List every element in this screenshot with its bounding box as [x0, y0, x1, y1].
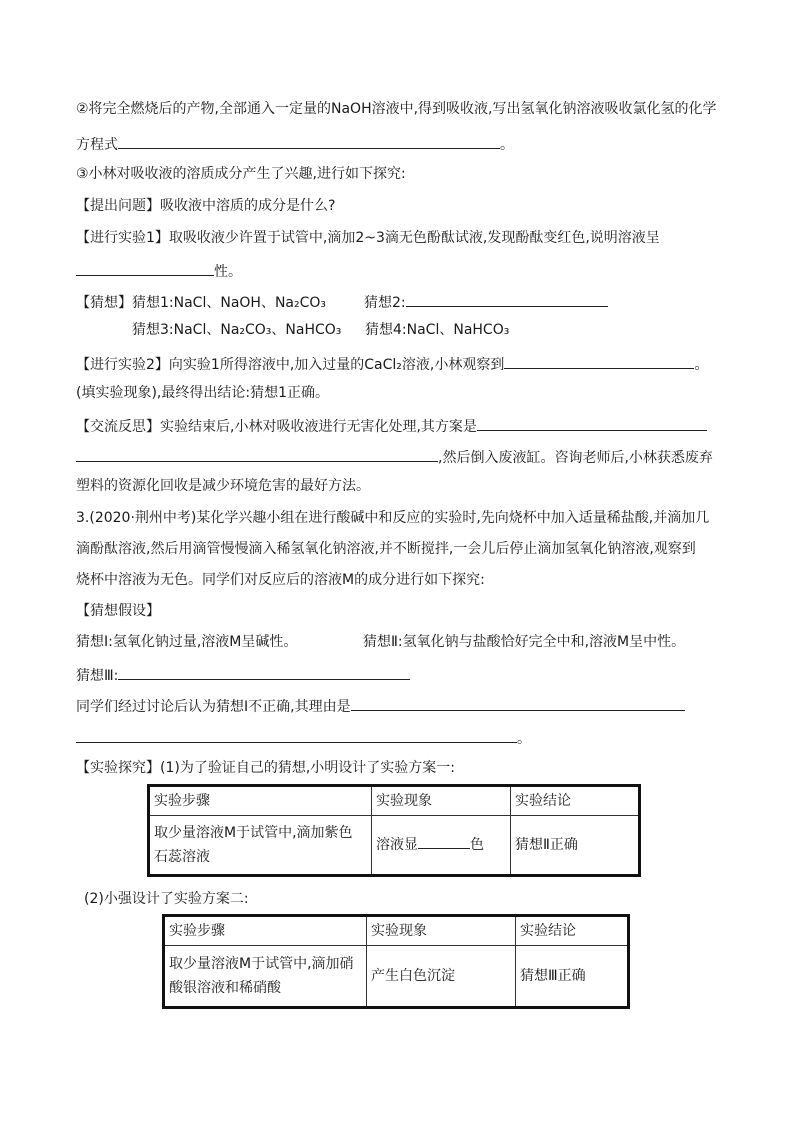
phenomenon-suffix: 色 — [470, 837, 484, 853]
equation-blank[interactable] — [118, 132, 500, 149]
table-phenomenon-cell — [372, 816, 511, 876]
experiment2-text — [76, 352, 708, 375]
experiment1-text: 【进行实验1】取吸收液少许置于试管中,滴加2~3滴无色酚酞试液,发现酚酞变红色,说明溶液呈 — [76, 230, 660, 246]
table-conclusion-cell: 猜想Ⅲ正确 — [516, 946, 629, 1008]
experiment2-suffix: 。 — [694, 357, 709, 373]
guess4-text: 猜想4:NaCl、NaHCO₃ — [365, 322, 510, 338]
hypothesis-heading: 【猜想假设】 — [76, 603, 160, 619]
reflection-line3: 塑料的资源化回收是减少环境危害的最好方法。 — [76, 478, 370, 494]
reason-line — [76, 694, 685, 717]
experiment2-blank[interactable] — [504, 352, 694, 369]
exploration-heading: 【实验探究】(1)为了验证自己的猜想,小明设计了实验方案一: — [76, 760, 455, 776]
table-header: 实验步骤 — [149, 786, 372, 816]
step-line1: 取少量溶液M于试管中,滴加硝 — [169, 956, 354, 972]
reflection-line2 — [76, 445, 713, 468]
solution-property-blank[interactable] — [76, 259, 214, 276]
guess3-text: 猜想3:NaCl、Na₂CO₃、NaHCO₃ — [132, 322, 342, 338]
experiment-table-2 — [162, 914, 630, 1009]
step-line2: 酸银溶液和稀硝酸 — [169, 980, 281, 996]
experiment-table-1 — [147, 784, 641, 877]
guess-line2 — [132, 320, 509, 340]
q2-text-line2 — [76, 132, 514, 155]
hypothesis3-label: 猜想Ⅲ: — [76, 668, 119, 684]
table-conclusion-cell: 猜想Ⅱ正确 — [511, 816, 640, 876]
step-line1: 取少量溶液M于试管中,滴加紫色 — [154, 825, 353, 841]
guess2-blank[interactable] — [406, 290, 608, 307]
guess-line1 — [76, 290, 608, 313]
reflection-label: 【交流反思】实验结束后,小林对吸收液进行无害化处理,其方案是 — [76, 419, 477, 435]
hypothesis-line — [76, 632, 685, 652]
q3-line2: 滴酚酞溶液,然后用滴管慢慢滴入稀氢氧化钠溶液,并不断搅拌,一会儿后停止滴加氢氧化钠溶液,观察到 — [76, 541, 696, 557]
step-line2: 石蕊溶液 — [154, 849, 210, 865]
question-raised: 【提出问题】吸收液中溶质的成分是什么? — [76, 198, 336, 214]
experiment2-label: 【进行实验2】向实验1所得溶液中,加入过量的CaCl₂溶液,小林观察到 — [76, 357, 505, 373]
table-header: 实验结论 — [511, 786, 640, 816]
table-header-row — [149, 786, 640, 816]
equation-prefix: 方程式 — [76, 137, 118, 153]
table-row — [149, 816, 640, 876]
reason-blank1[interactable] — [351, 694, 685, 711]
q3-intro: ③小林对吸收液的溶质成分产生了兴趣,进行如下探究: — [76, 166, 406, 182]
q3-line1: 3.(2020·荆州中考)某化学兴趣小组在进行酸碱中和反应的实验时,先向烧杯中加入适量稀盐酸,并滴加几 — [76, 510, 710, 526]
reason-blank2[interactable] — [76, 726, 517, 743]
q3-line3: 烧杯中溶液为无色。同学们对反应后的溶液M的成分进行如下探究: — [76, 572, 485, 588]
color-blank[interactable] — [418, 834, 470, 849]
table-header: 实验步骤 — [164, 916, 367, 946]
hypothesis3-line — [76, 663, 410, 686]
hypothesis1: 猜想Ⅰ:氢氧化钠过量,溶液M呈碱性。 — [76, 634, 298, 650]
reason-line2 — [76, 726, 531, 749]
table-row — [164, 946, 629, 1008]
guess1-text: 【猜想】猜想1:NaCl、NaOH、Na₂CO₃ — [76, 295, 327, 311]
equation-suffix: 。 — [500, 137, 514, 153]
table-header: 实验现象 — [367, 916, 516, 946]
property-suffix: 性。 — [214, 264, 242, 280]
table-step-cell — [149, 816, 372, 876]
table-phenomenon-cell: 产生白色沉淀 — [367, 946, 516, 1008]
phenomenon-prefix: 溶液显 — [376, 837, 418, 853]
q2-text-line1: ②将完全燃烧后的产物,全部通入一定量的NaOH溶液中,得到吸收液,写出氢氧化钠溶液吸收氯化氢的化学 — [76, 101, 717, 117]
table-header: 实验现象 — [372, 786, 511, 816]
hypothesis3-blank[interactable] — [118, 663, 410, 680]
experiment1-answer-line — [76, 259, 242, 282]
reflection-text — [76, 414, 707, 437]
experiment2-conclusion: (填实验现象),最终得出结论:猜想1正确。 — [76, 385, 329, 401]
guess2-label: 猜想2: — [364, 295, 406, 311]
plan2-heading: (2)小强设计了实验方案二: — [84, 891, 249, 907]
reflection-blank2[interactable] — [76, 445, 438, 462]
reflection-blank1[interactable] — [477, 414, 707, 431]
table-header: 实验结论 — [516, 916, 629, 946]
reflection-suffix: ,然后倒入废液缸。咨询老师后,小林获悉废弃 — [438, 450, 713, 466]
reason-suffix: 。 — [517, 731, 531, 747]
table-step-cell — [164, 946, 367, 1008]
hypothesis2: 猜想Ⅱ:氢氧化钠与盐酸恰好完全中和,溶液M呈中性。 — [363, 634, 686, 650]
table-header-row — [164, 916, 629, 946]
reason-text: 同学们经过讨论后认为猜想Ⅰ不正确,其理由是 — [76, 699, 351, 715]
